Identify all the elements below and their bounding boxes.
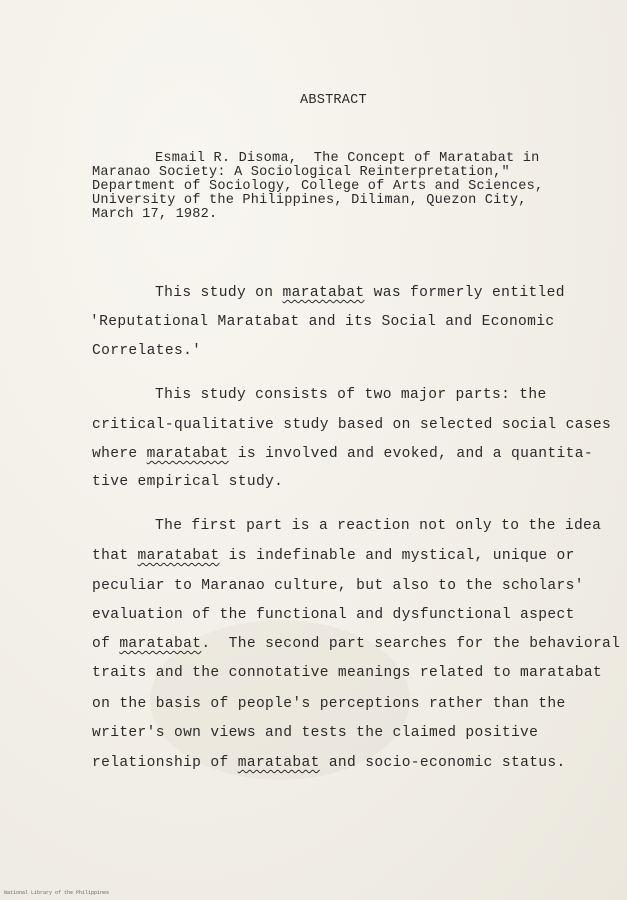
citation-line: University of the Philippines, Diliman, Quezon City, bbox=[92, 193, 527, 208]
paragraph-line: peculiar to Maranao culture, but also to the scholars' bbox=[92, 578, 584, 594]
text-run: of bbox=[92, 636, 120, 652]
citation-line: March 17, 1982. bbox=[92, 207, 218, 222]
paragraph-line: tive empirical study. bbox=[92, 474, 284, 490]
paragraph-line bbox=[92, 447, 593, 461]
footer-watermark: National Library of the Philippines bbox=[4, 890, 110, 896]
text-run: relationship of bbox=[92, 755, 238, 771]
citation-line: Esmail R. Disoma, The Concept of Maratabat in bbox=[155, 151, 540, 166]
paragraph-line bbox=[92, 756, 566, 770]
citation-line: Department of Sociology, College of Arts and Sciences, bbox=[92, 179, 544, 194]
paragraph-line: critical-qualitative study based on selected social cases bbox=[92, 417, 612, 433]
text-run: was formerly entitled bbox=[364, 285, 565, 301]
paragraph-line: The first part is a reaction not only to the idea bbox=[155, 518, 602, 534]
underlined-term: maratabat bbox=[137, 548, 220, 564]
paragraph-line: traits and the connotative meanings related to maratabat bbox=[92, 665, 603, 681]
paragraph-line: on the basis of people's perceptions rather than the bbox=[92, 696, 566, 712]
abstract-title: ABSTRACT bbox=[300, 93, 367, 108]
text-run: is involved and evoked, and a quantita- bbox=[228, 446, 593, 462]
underlined-term: maratabat bbox=[146, 446, 229, 462]
paragraph-line: 'Reputational Maratabat and its Social and Economic bbox=[90, 314, 555, 330]
underlined-term: maratabat bbox=[237, 755, 320, 771]
paragraph-line: writer's own views and tests the claimed positive bbox=[92, 725, 539, 741]
underlined-term: maratabat bbox=[282, 285, 365, 301]
paragraph-line: This study consists of two major parts: the bbox=[155, 387, 547, 403]
paragraph-line bbox=[92, 549, 575, 563]
text-run: This study on bbox=[155, 285, 283, 301]
text-run: where bbox=[92, 446, 147, 462]
text-run: and socio-economic status. bbox=[319, 755, 566, 771]
paragraph-line bbox=[155, 286, 565, 300]
text-run: that bbox=[92, 548, 138, 564]
paragraph-line: Correlates.' bbox=[92, 343, 202, 359]
citation-line: Maranao Society: A Sociological Reinterpretation," bbox=[92, 165, 510, 180]
paragraph-line bbox=[92, 637, 620, 651]
paragraph-line: evaluation of the functional and dysfunctional aspect bbox=[92, 607, 575, 623]
underlined-term: maratabat bbox=[119, 636, 202, 652]
text-run: . The second part searches for the behavioral bbox=[201, 636, 621, 652]
text-run: is indefinable and mystical, unique or bbox=[219, 548, 575, 564]
